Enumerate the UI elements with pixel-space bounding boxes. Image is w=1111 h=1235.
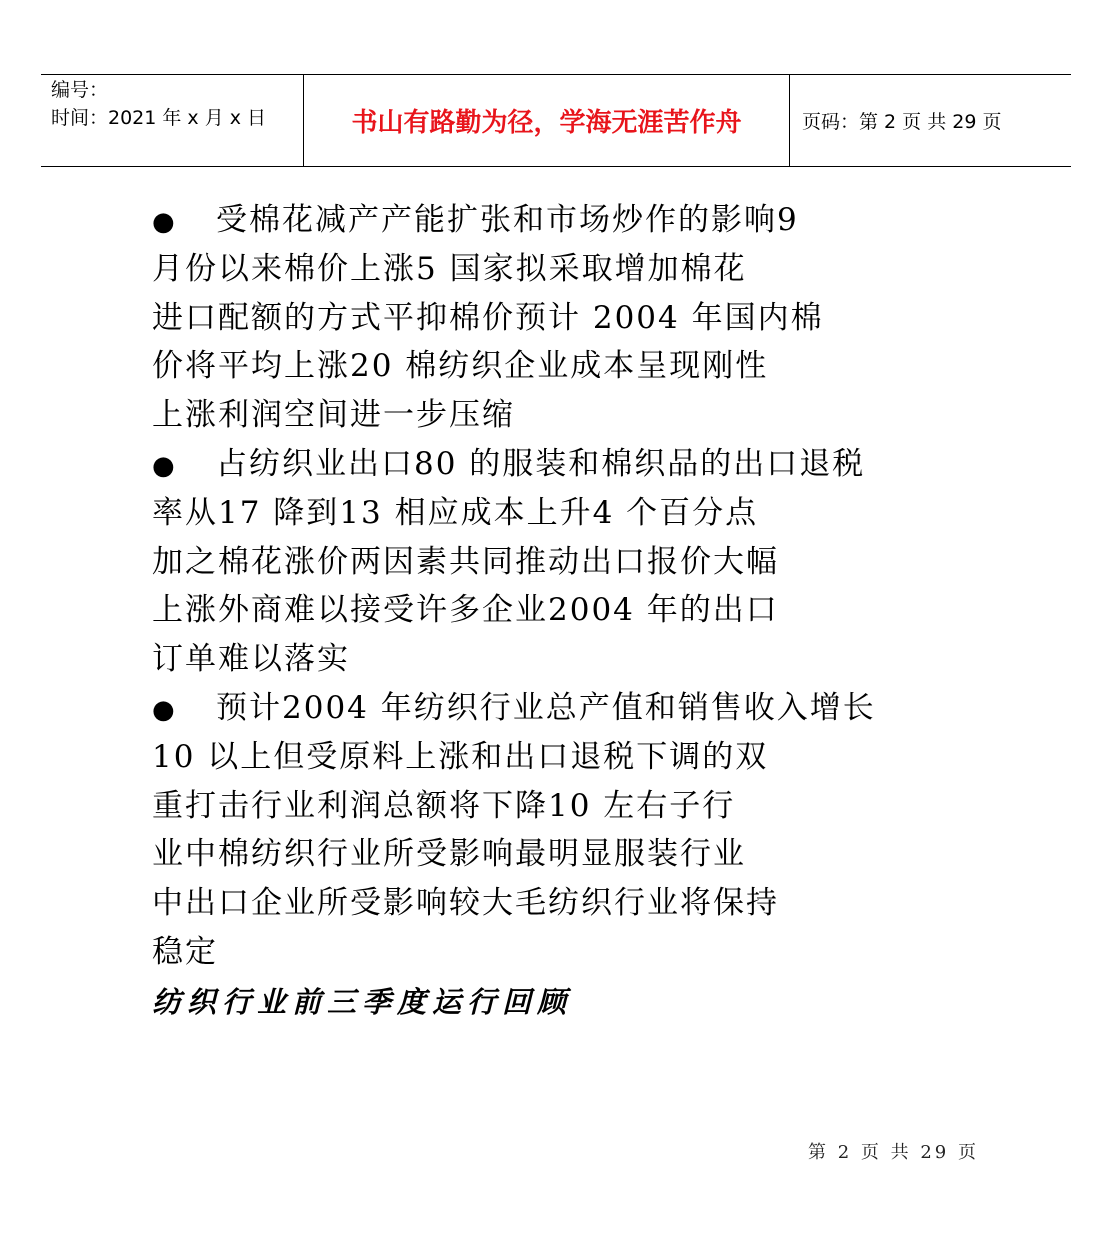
paragraph-1-line-1 bbox=[152, 196, 972, 245]
paragraph-2-line-3: 加之棉花涨价两因素共同推动出口报价大幅 bbox=[152, 543, 779, 580]
paragraph-2-line-2: 率从17 降到13 相应成本上升4 个百分点 bbox=[152, 494, 759, 531]
header-meta-cell bbox=[41, 75, 303, 166]
paragraph-1-line-3: 进口配额的方式平抑棉价预计 2004 年国内棉 bbox=[152, 299, 824, 336]
header-motto-cell bbox=[303, 75, 790, 166]
document-body bbox=[152, 196, 972, 977]
bullet-icon: ● bbox=[152, 207, 177, 237]
paragraph-2-line-5: 订单难以落实 bbox=[152, 641, 350, 678]
paragraph-3-line-6: 稳定 bbox=[152, 933, 218, 970]
bullet-icon: ● bbox=[152, 450, 177, 481]
section-heading: 纺织行业前三季度运行回顾 bbox=[152, 985, 573, 1019]
paragraph-text: 占纺织业出口80 的服装和棉织品的出口退税 bbox=[216, 445, 866, 482]
paragraph-3-line-4: 业中棉纺织行业所受影响最明显服装行业 bbox=[152, 836, 746, 873]
paragraph-3-line-3: 重打击行业利润总额将下降10 左右子行 bbox=[152, 787, 736, 824]
paragraph-2-line-4: 上涨外商难以接受许多企业2004 年的出口 bbox=[152, 592, 779, 629]
paragraph-1-line-4: 价将平均上涨20 棉纺织企业成本呈现刚性 bbox=[152, 348, 769, 385]
document-time-label: 时间：2021 年 x 月 x 日 bbox=[51, 107, 267, 129]
paragraph-text: 预计2004 年纺织行业总产值和销售收入增长 bbox=[216, 689, 876, 726]
paragraph-3-line-1 bbox=[152, 684, 972, 733]
header-page-cell bbox=[790, 75, 1071, 166]
paragraph-1-line-5: 上涨利润空间进一步压缩 bbox=[152, 397, 515, 434]
paragraph-1-line-2: 月份以来棉价上涨5 国家拟采取增加棉花 bbox=[152, 250, 747, 287]
paragraph-2-line-1 bbox=[152, 440, 972, 489]
document-number-label: 编号： bbox=[51, 79, 109, 101]
page-footer: 第 2 页 共 29 页 bbox=[808, 1142, 979, 1163]
paragraph-text: 受棉花减产产能扩张和市场炒作的影响9 bbox=[216, 202, 799, 238]
motto-text: 书山有路勤为径，学海无涯苦作舟 bbox=[351, 108, 742, 138]
document-header bbox=[41, 74, 1071, 167]
paragraph-3-line-2: 10 以上但受原料上涨和出口退税下调的双 bbox=[152, 738, 769, 775]
paragraph-3-line-5: 中出口企业所受影响较大毛纺织行业将保持 bbox=[152, 885, 779, 922]
page-code: 页码：第 2 页 共 29 页 bbox=[802, 111, 1002, 133]
bullet-icon: ● bbox=[152, 694, 177, 725]
